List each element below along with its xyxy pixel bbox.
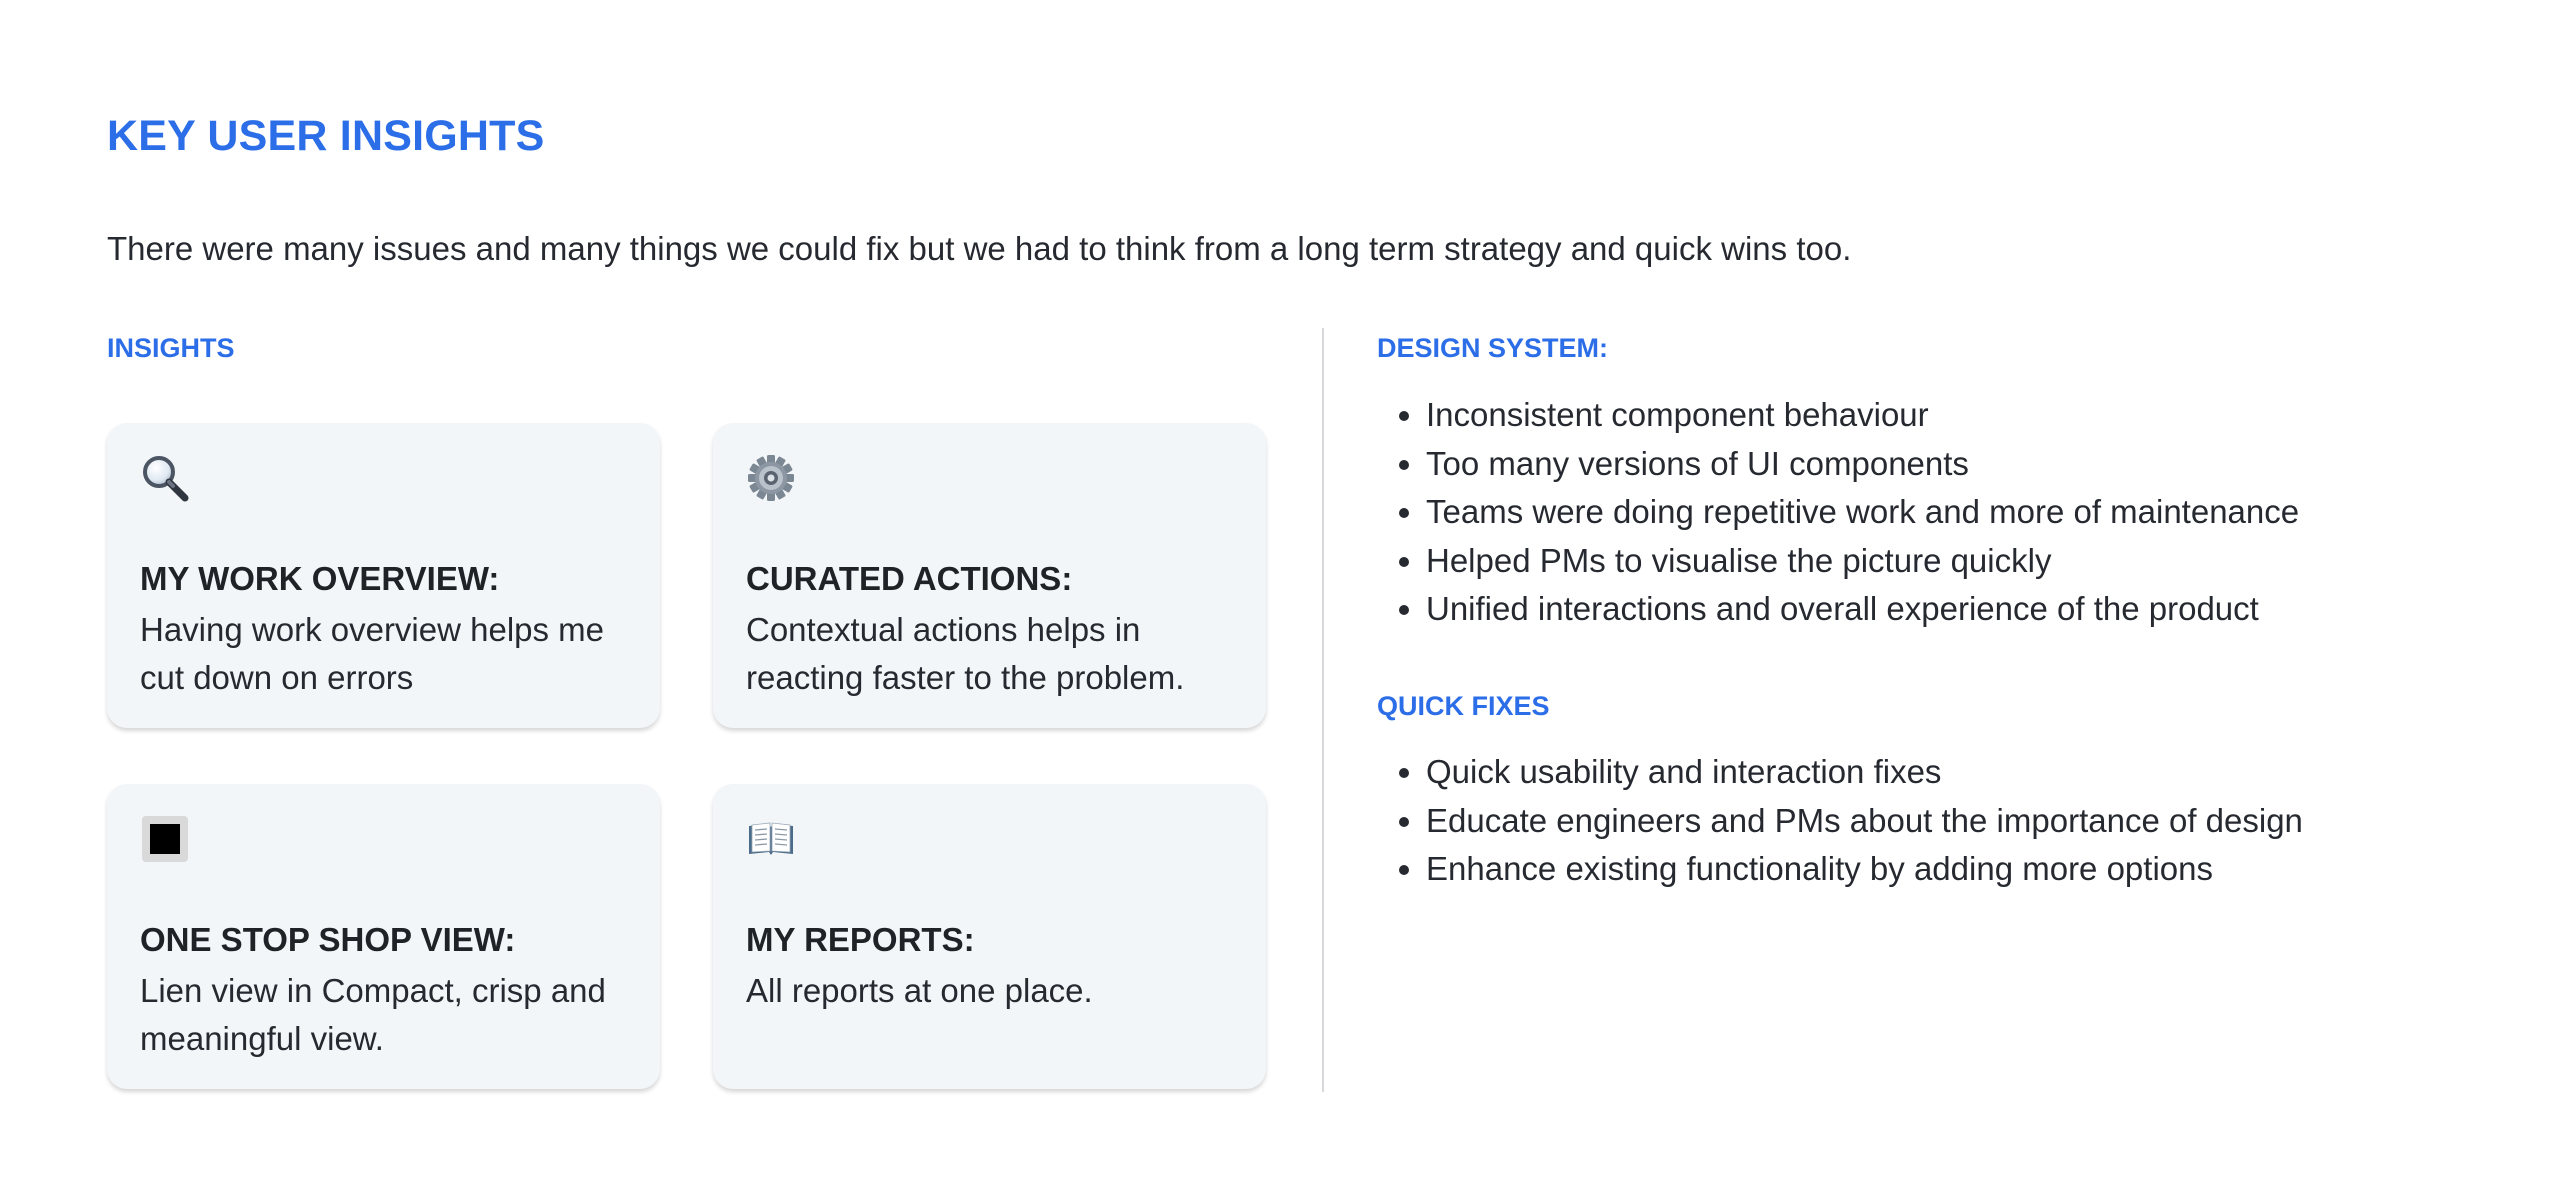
list-item: • Too many versions of UI components [1426, 440, 2299, 489]
insight-card-my-reports [713, 784, 1266, 1089]
quick-fixes-list [1377, 748, 2303, 894]
magnifier-icon [140, 453, 190, 503]
quick-fixes-label: QUICK FIXES [1377, 691, 1550, 721]
card-description: Having work overview helps me cut down on errors [140, 611, 605, 696]
insights-page [107, 0, 2453, 1186]
card-description: Lien view in Compact, crisp and meaningful view. [140, 972, 606, 1057]
card-title: ONE STOP SHOP VIEW: [140, 921, 516, 958]
card-title: MY WORK OVERVIEW: [140, 560, 500, 597]
list-item: • Unified interactions and overall experience of the product [1426, 585, 2299, 634]
column-divider [1322, 328, 1324, 1092]
card-title: MY REPORTS: [746, 921, 975, 958]
open-book-icon [746, 814, 796, 864]
insight-card-one-stop-shop-view [107, 784, 660, 1089]
insight-card-curated-actions [713, 423, 1266, 728]
black-square-icon [140, 814, 190, 864]
design-system-list [1377, 391, 2299, 634]
list-item: • Educate engineers and PMs about the importance of design [1426, 797, 2303, 846]
gear-icon [746, 453, 796, 503]
card-title: CURATED ACTIONS: [746, 560, 1073, 597]
list-item: • Quick usability and interaction fixes [1426, 748, 2303, 797]
list-item: • Helped PMs to visualise the picture quickly [1426, 537, 2299, 586]
card-description: All reports at one place. [746, 972, 1093, 1009]
page-title: KEY USER INSIGHTS [107, 112, 545, 160]
design-system-label: DESIGN SYSTEM: [1377, 333, 1609, 363]
card-description: Contextual actions helps in reacting faster to the problem. [746, 611, 1185, 696]
insight-card-my-work-overview [107, 423, 660, 728]
list-item: • Inconsistent component behaviour [1426, 391, 2299, 440]
list-item: • Teams were doing repetitive work and more of maintenance [1426, 488, 2299, 537]
list-item: • Enhance existing functionality by adding more options [1426, 845, 2303, 894]
intro-text: There were many issues and many things we could fix but we had to think from a long term strategy and quick wins too. [107, 230, 1852, 267]
insights-label: INSIGHTS [107, 333, 235, 363]
